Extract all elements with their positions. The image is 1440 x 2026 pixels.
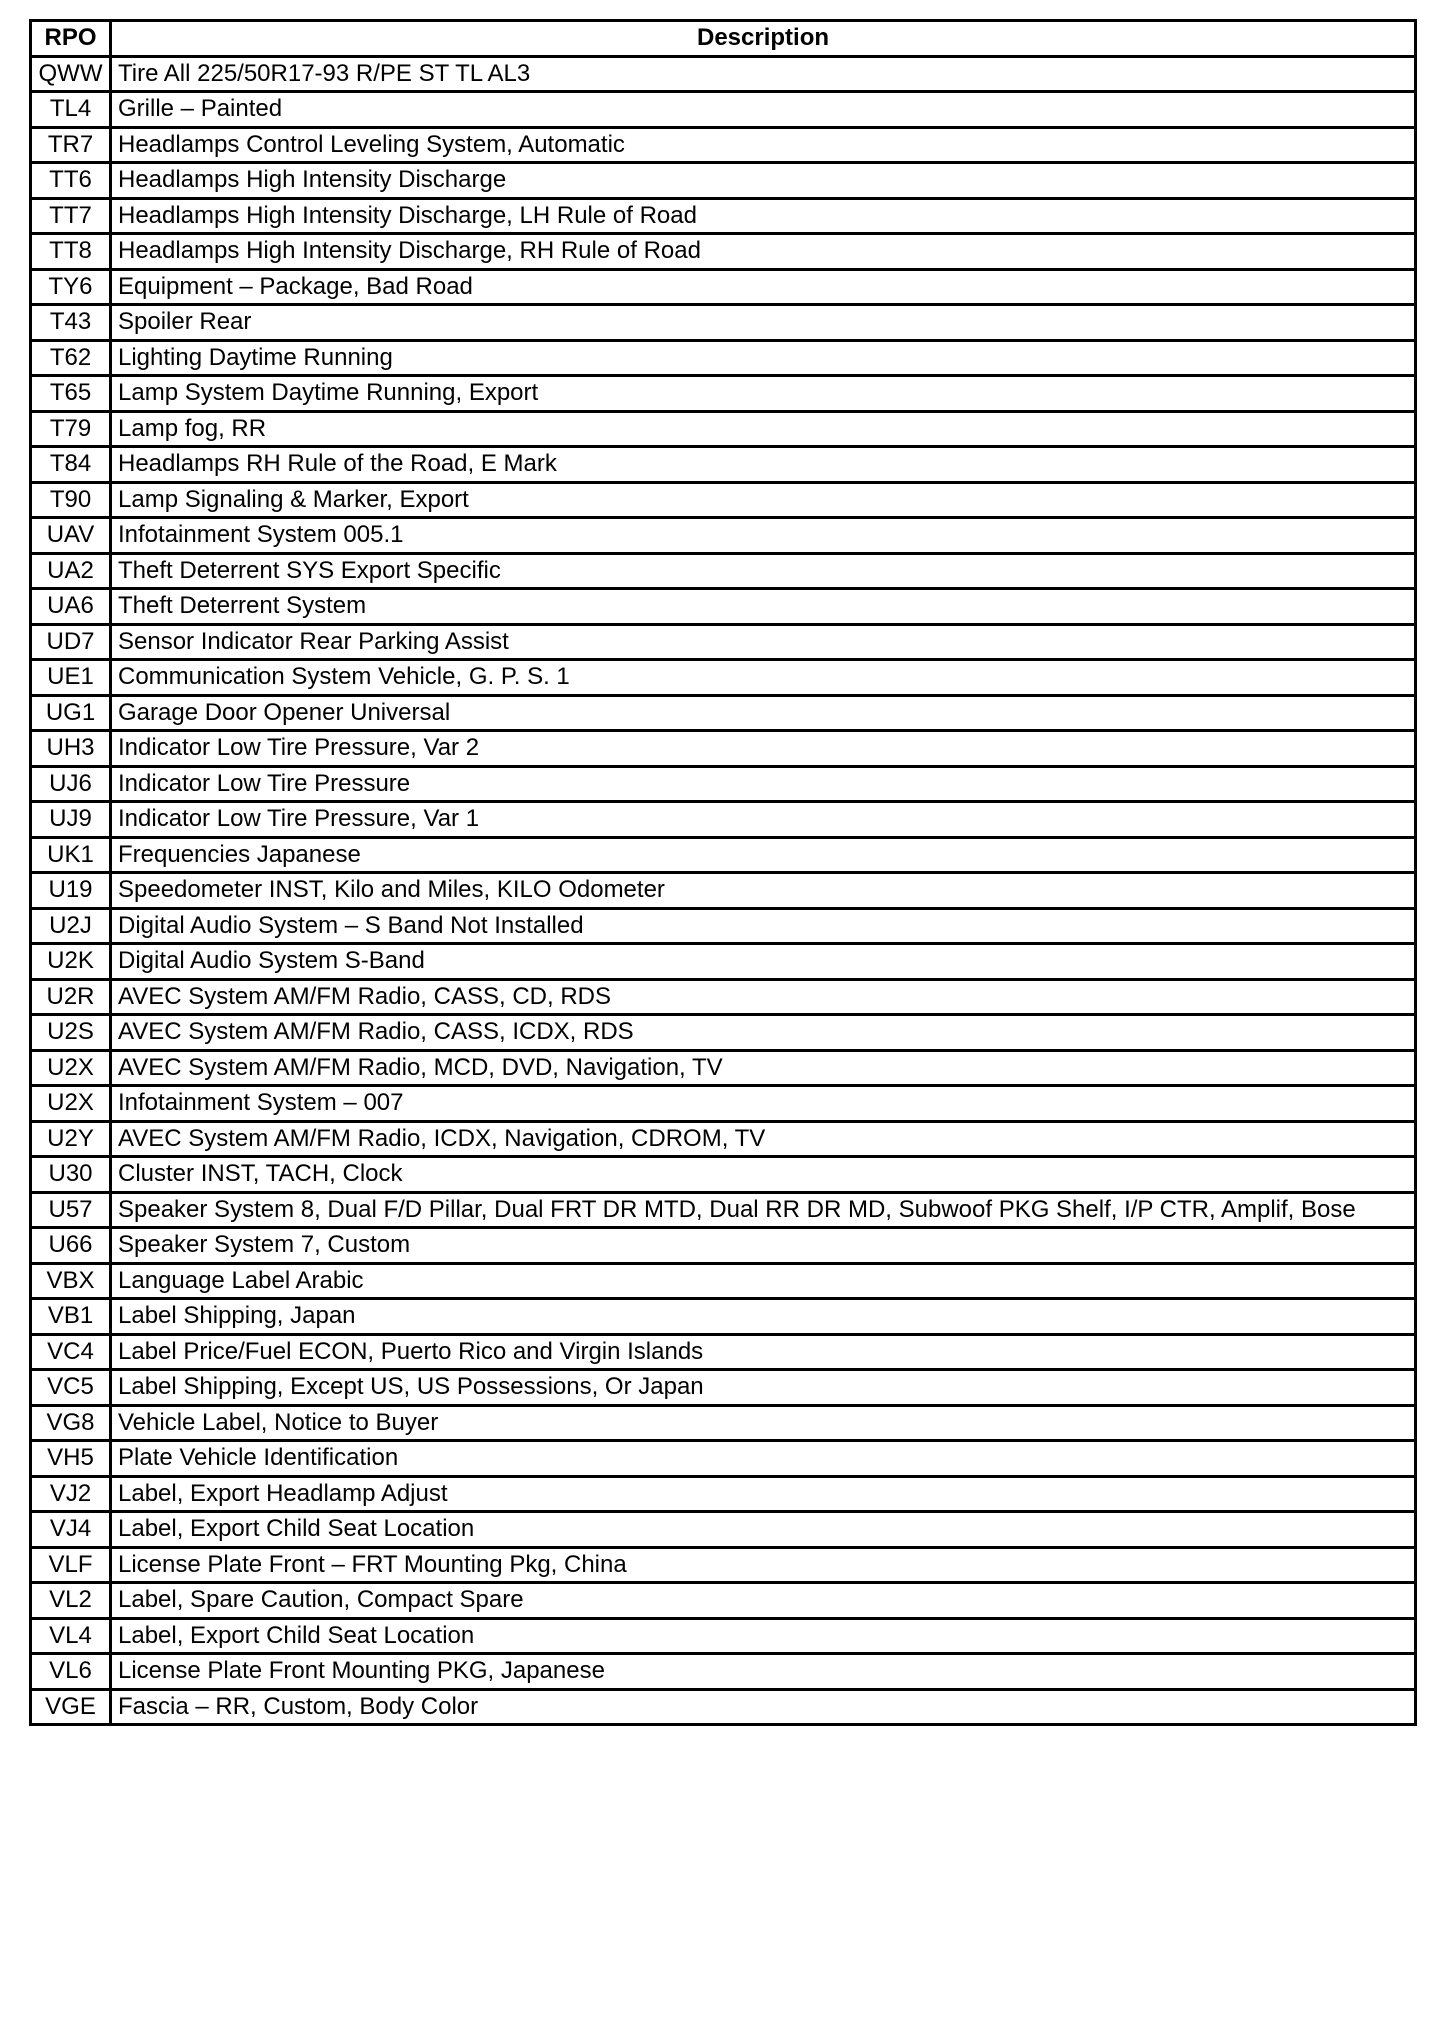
table-row	[31, 127, 1416, 163]
rpo-description: Headlamps High Intensity Discharge, RH Rule of Road	[111, 234, 1416, 270]
rpo-code: U2J	[31, 908, 111, 944]
rpo-description: Equipment – Package, Bad Road	[111, 269, 1416, 305]
rpo-description: Lamp fog, RR	[111, 411, 1416, 447]
rpo-code: T79	[31, 411, 111, 447]
rpo-description: Communication System Vehicle, G. P. S. 1	[111, 660, 1416, 696]
table-row	[31, 447, 1416, 483]
rpo-description: Frequencies Japanese	[111, 837, 1416, 873]
rpo-code: U2X	[31, 1086, 111, 1122]
rpo-description: Headlamps RH Rule of the Road, E Mark	[111, 447, 1416, 483]
rpo-description: Digital Audio System – S Band Not Installed	[111, 908, 1416, 944]
rpo-code: VC4	[31, 1334, 111, 1370]
table-row	[31, 1263, 1416, 1299]
rpo-description: Lighting Daytime Running	[111, 340, 1416, 376]
rpo-description: Language Label Arabic	[111, 1263, 1416, 1299]
table-row	[31, 1192, 1416, 1228]
rpo-column-header: RPO	[31, 21, 111, 57]
rpo-code: TT7	[31, 198, 111, 234]
table-row	[31, 695, 1416, 731]
rpo-description: Tire All 225/50R17-93 R/PE ST TL AL3	[111, 56, 1416, 92]
rpo-code: VB1	[31, 1299, 111, 1335]
table-row	[31, 1050, 1416, 1086]
rpo-code: VJ4	[31, 1512, 111, 1548]
rpo-table	[29, 19, 1417, 1726]
rpo-description: Indicator Low Tire Pressure, Var 2	[111, 731, 1416, 767]
rpo-description: Cluster INST, TACH, Clock	[111, 1157, 1416, 1193]
rpo-description: AVEC System AM/FM Radio, ICDX, Navigation, CDROM, TV	[111, 1121, 1416, 1157]
table-row	[31, 411, 1416, 447]
table-row	[31, 1476, 1416, 1512]
table-row	[31, 269, 1416, 305]
table-row	[31, 92, 1416, 128]
rpo-description: License Plate Front Mounting PKG, Japanese	[111, 1654, 1416, 1690]
table-row	[31, 1654, 1416, 1690]
rpo-code: U19	[31, 873, 111, 909]
rpo-code: TT8	[31, 234, 111, 270]
table-row	[31, 766, 1416, 802]
rpo-code: U2X	[31, 1050, 111, 1086]
rpo-code: U2K	[31, 944, 111, 980]
table-row	[31, 1405, 1416, 1441]
rpo-code: VGE	[31, 1689, 111, 1725]
rpo-code: UD7	[31, 624, 111, 660]
rpo-description: Infotainment System – 007	[111, 1086, 1416, 1122]
rpo-description: Sensor Indicator Rear Parking Assist	[111, 624, 1416, 660]
rpo-description: AVEC System AM/FM Radio, MCD, DVD, Navigation, TV	[111, 1050, 1416, 1086]
rpo-description: Headlamps High Intensity Discharge, LH Rule of Road	[111, 198, 1416, 234]
rpo-description: AVEC System AM/FM Radio, CASS, CD, RDS	[111, 979, 1416, 1015]
rpo-description: Digital Audio System S-Band	[111, 944, 1416, 980]
table-row	[31, 873, 1416, 909]
description-column-header: Description	[111, 21, 1416, 57]
rpo-code: UE1	[31, 660, 111, 696]
rpo-description: Label, Spare Caution, Compact Spare	[111, 1583, 1416, 1619]
table-row	[31, 1583, 1416, 1619]
rpo-description: Label, Export Headlamp Adjust	[111, 1476, 1416, 1512]
rpo-code: UH3	[31, 731, 111, 767]
rpo-code: U2S	[31, 1015, 111, 1051]
rpo-code: VBX	[31, 1263, 111, 1299]
rpo-code: TY6	[31, 269, 111, 305]
rpo-description: Indicator Low Tire Pressure	[111, 766, 1416, 802]
table-row	[31, 624, 1416, 660]
table-row	[31, 376, 1416, 412]
rpo-code: UA2	[31, 553, 111, 589]
rpo-description: Theft Deterrent SYS Export Specific	[111, 553, 1416, 589]
rpo-description: Label, Export Child Seat Location	[111, 1618, 1416, 1654]
rpo-code: UA6	[31, 589, 111, 625]
table-row	[31, 1157, 1416, 1193]
table-row	[31, 1618, 1416, 1654]
rpo-description: Fascia – RR, Custom, Body Color	[111, 1689, 1416, 1725]
table-row	[31, 1299, 1416, 1335]
rpo-code: VLF	[31, 1547, 111, 1583]
table-row	[31, 1512, 1416, 1548]
rpo-description: Label Price/Fuel ECON, Puerto Rico and Virgin Islands	[111, 1334, 1416, 1370]
table-row	[31, 1121, 1416, 1157]
rpo-code: UJ9	[31, 802, 111, 838]
rpo-description: Label Shipping, Japan	[111, 1299, 1416, 1335]
table-row	[31, 340, 1416, 376]
table-row	[31, 802, 1416, 838]
table-row	[31, 482, 1416, 518]
rpo-code: QWW	[31, 56, 111, 92]
table-row	[31, 1086, 1416, 1122]
table-row	[31, 1334, 1416, 1370]
header-row	[31, 21, 1416, 57]
rpo-description: Speaker System 7, Custom	[111, 1228, 1416, 1264]
table-row	[31, 1689, 1416, 1725]
table-row	[31, 234, 1416, 270]
rpo-code: VL4	[31, 1618, 111, 1654]
table-row	[31, 1547, 1416, 1583]
table-row	[31, 56, 1416, 92]
rpo-description: Vehicle Label, Notice to Buyer	[111, 1405, 1416, 1441]
table-row	[31, 1015, 1416, 1051]
rpo-description: Headlamps Control Leveling System, Automatic	[111, 127, 1416, 163]
table-row	[31, 1370, 1416, 1406]
rpo-description: Speedometer INST, Kilo and Miles, KILO Odometer	[111, 873, 1416, 909]
rpo-code: T84	[31, 447, 111, 483]
table-row	[31, 1441, 1416, 1477]
rpo-description: Lamp System Daytime Running, Export	[111, 376, 1416, 412]
table-row	[31, 553, 1416, 589]
rpo-description: Headlamps High Intensity Discharge	[111, 163, 1416, 199]
rpo-description: Plate Vehicle Identification	[111, 1441, 1416, 1477]
rpo-description: Spoiler Rear	[111, 305, 1416, 341]
table-row	[31, 305, 1416, 341]
table-body	[31, 56, 1416, 1725]
rpo-description: Theft Deterrent System	[111, 589, 1416, 625]
rpo-code: VL2	[31, 1583, 111, 1619]
rpo-code: VG8	[31, 1405, 111, 1441]
rpo-code: T62	[31, 340, 111, 376]
rpo-code: U30	[31, 1157, 111, 1193]
rpo-code: U57	[31, 1192, 111, 1228]
rpo-description: Indicator Low Tire Pressure, Var 1	[111, 802, 1416, 838]
rpo-code: UK1	[31, 837, 111, 873]
rpo-description: License Plate Front – FRT Mounting Pkg, China	[111, 1547, 1416, 1583]
rpo-code: U2Y	[31, 1121, 111, 1157]
rpo-code: TR7	[31, 127, 111, 163]
table-row	[31, 163, 1416, 199]
table-row	[31, 1228, 1416, 1264]
table-row	[31, 198, 1416, 234]
table-row	[31, 518, 1416, 554]
table-row	[31, 589, 1416, 625]
rpo-description: Garage Door Opener Universal	[111, 695, 1416, 731]
rpo-code: T43	[31, 305, 111, 341]
rpo-description: Lamp Signaling & Marker, Export	[111, 482, 1416, 518]
rpo-code: T90	[31, 482, 111, 518]
rpo-code: VJ2	[31, 1476, 111, 1512]
rpo-description: AVEC System AM/FM Radio, CASS, ICDX, RDS	[111, 1015, 1416, 1051]
rpo-code: TL4	[31, 92, 111, 128]
rpo-code: UAV	[31, 518, 111, 554]
rpo-code: VL6	[31, 1654, 111, 1690]
rpo-code: VC5	[31, 1370, 111, 1406]
rpo-code: TT6	[31, 163, 111, 199]
table-row	[31, 660, 1416, 696]
table-row	[31, 731, 1416, 767]
rpo-code: UG1	[31, 695, 111, 731]
table-row	[31, 979, 1416, 1015]
rpo-description: Infotainment System 005.1	[111, 518, 1416, 554]
table-row	[31, 837, 1416, 873]
rpo-code: T65	[31, 376, 111, 412]
rpo-description: Label Shipping, Except US, US Possessions, Or Japan	[111, 1370, 1416, 1406]
table-row	[31, 944, 1416, 980]
rpo-code: UJ6	[31, 766, 111, 802]
rpo-code: VH5	[31, 1441, 111, 1477]
rpo-description: Speaker System 8, Dual F/D Pillar, Dual FRT DR MTD, Dual RR DR MD, Subwoof PKG Shelf, I/P CTR, Amplif, Bose	[111, 1192, 1416, 1228]
rpo-description: Grille – Painted	[111, 92, 1416, 128]
rpo-code: U66	[31, 1228, 111, 1264]
table-row	[31, 908, 1416, 944]
rpo-code: U2R	[31, 979, 111, 1015]
rpo-description: Label, Export Child Seat Location	[111, 1512, 1416, 1548]
